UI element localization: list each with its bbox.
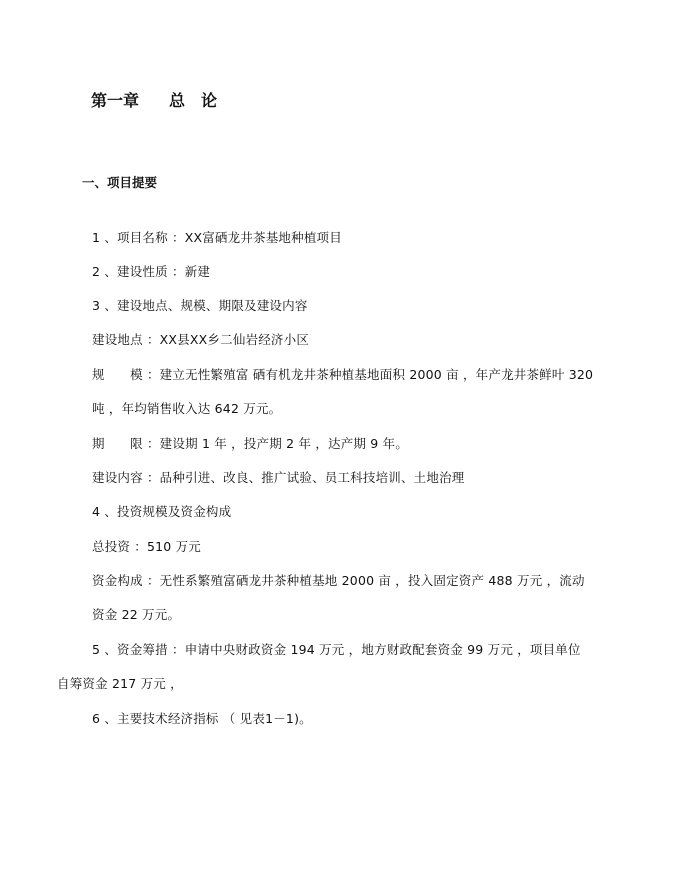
chapter-heading: [91, 90, 217, 112]
location-scale-heading: 3 、建设地点、规模、期限及建设内容: [92, 298, 308, 313]
scale-line-cont: 吨 ，年均销售收入达 642 万元。: [92, 401, 282, 416]
chapter-title: 总 论: [169, 91, 218, 110]
total-investment-line: 总投资 ：510 万元: [92, 539, 202, 554]
location-line: 建设地点 ：XX县XX乡二仙岩经济小区: [92, 332, 310, 347]
fund-raising-line-cont: 自筹资金 217 万元 ，: [57, 676, 183, 691]
chapter-number: 第一章: [91, 91, 140, 110]
section-heading: 一、项目提要: [82, 175, 158, 190]
investment-heading: 4 、投资规模及资金构成: [92, 504, 232, 519]
period-line: 期 限 ：建设期 1 年 ，投产期 2 年 ，达产期 9 年。: [92, 436, 409, 451]
scale-line: 规 模 ：建立无性繁殖富 硒有机龙井茶种植基地面积 2000 亩 ，年产龙井茶鲜叶 320: [92, 367, 594, 382]
fund-raising-line: 5 、资金筹措 ：申请中央财政资金 194 万元 ，地方财政配套资金 99 万元 ，项目单位: [92, 642, 581, 657]
indicators-line: 6 、主要技术经济指标 （ 见表1－1)。: [92, 711, 312, 726]
fund-composition-line-cont: 资金 22 万元。: [92, 607, 181, 622]
fund-composition-line: 资金构成 ：无性系繁殖富硒龙井茶种植基地 2000 亩 ，投入固定资产 488 万元 ，流动: [92, 573, 585, 588]
project-nature-line: 2 、建设性质 ：新建: [92, 264, 211, 279]
project-name-line: 1 、项目名称 ：XX富硒龙井茶基地种植项目: [92, 230, 342, 245]
content-line: 建设内容 ：品种引进、改良、推广试验、员工科技培训、土地治理: [92, 470, 465, 485]
